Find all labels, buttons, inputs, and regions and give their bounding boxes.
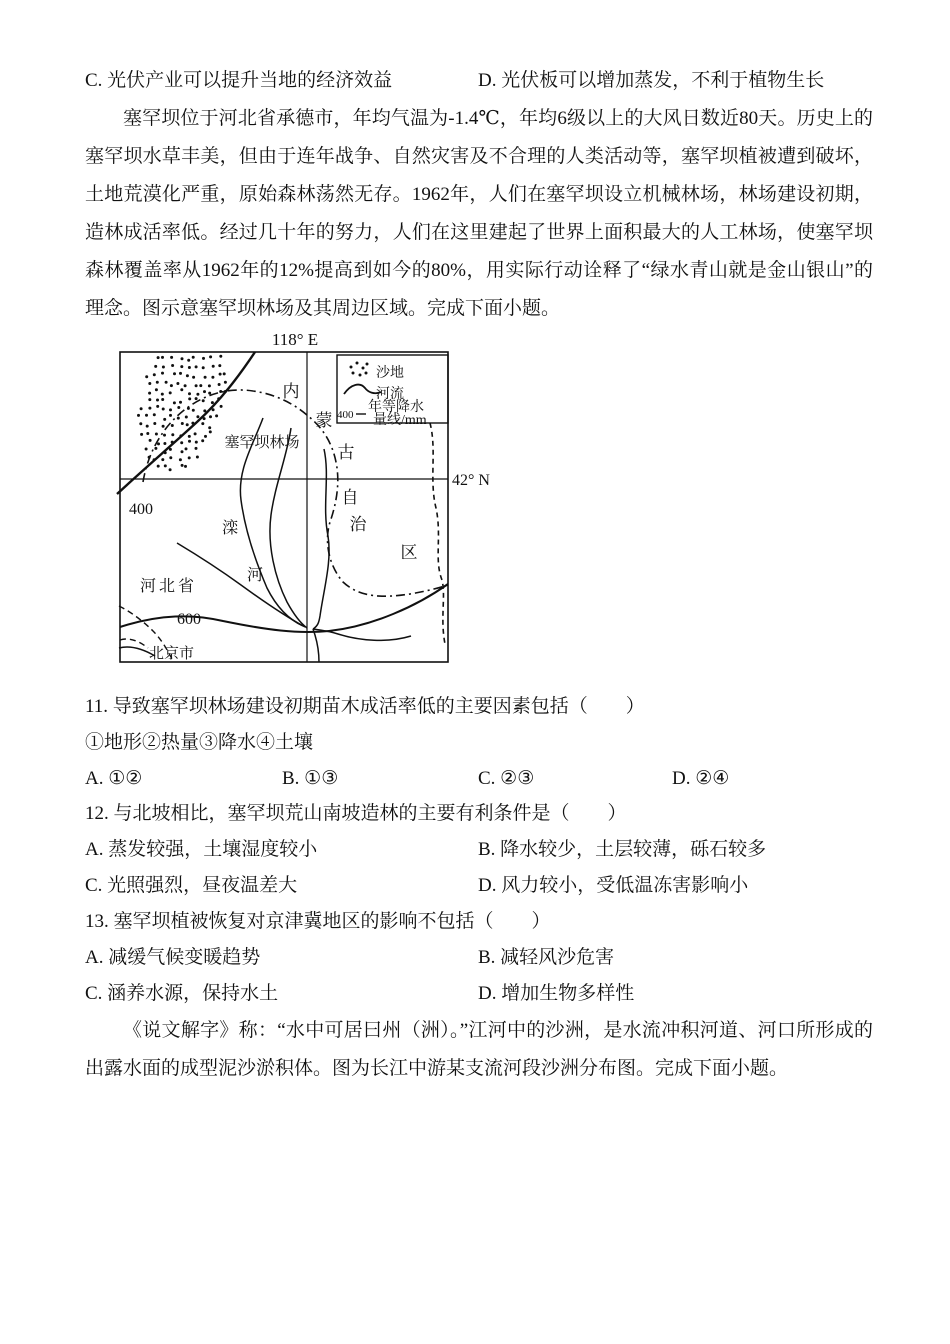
question-13-option-b: B. 减轻风沙危害 [478,947,615,968]
label-region-char-1: 蒙 [315,411,333,430]
legend-isoline-value: 400 [337,409,354,421]
eastern-boundary [430,423,445,644]
legend-river-label: 河流 [376,387,404,402]
label-region-char-2: 古 [337,443,355,462]
question-11-stem: 11. 导致塞罕坝林场建设初期苗木成活率低的主要因素包括（ ） [85,696,645,717]
saihanba-map-figure [115,330,515,680]
passage-shuowen: 《说文解字》称：“水中可居曰州（洲）。”江河中的沙洲，是水流冲积河道、河口所形成的出露水面的成型泥沙淤积体。图为长江中游某支流河段沙洲分布图。完成下面小题。 [85,1020,873,1079]
legend-sand-label: 沙地 [376,366,404,381]
passage-saihanba: 塞罕坝位于河北省承德市，年均气温为-1.4℃，年均6级以上的大风日数近80天。历史上的塞罕坝水草丰美，但由于连年战争、自然灾害及不合理的人类活动等，塞罕坝植被遭到破坏，土地荒漠化严重，原始森林荡然无存。1962年，人们在塞罕坝设立机械林场，林场建设初期，造林成活率低。经过几十年的努力，人们在这里建起了世界上面积最大的人工林场，使塞罕坝森林覆盖率从1962年的12%提高到如今的80%，用实际行动诠释了“绿水青山就是金山银山”的理念。图示意塞罕坝林场及其周边区域。完成下面小题。 [85,108,873,319]
label-region-char-3: 自 [341,488,359,507]
question-12-option-d: D. 风力较小，受低温冻害影响小 [478,875,749,896]
prev-option-c: C. 光伏产业可以提升当地的经济效益 [85,70,393,91]
question-11-option-d: D. ②④ [672,768,730,789]
isoline-400-curve [117,352,255,494]
legend-sand-icon [350,362,369,377]
label-river-char-0: 滦 [221,520,239,537]
question-12-stem: 12. 与北坡相比，塞罕坝荒山南坡造林的主要有利条件是（ ） [85,803,627,824]
label-region-char-5: 区 [400,543,418,562]
question-13-option-a: A. 减缓气候变暖趋势 [85,947,261,968]
saihanba-map [115,330,515,675]
question-11-substem: ①地形②热量③降水④土壤 [85,732,314,753]
map-meridian-label: 118° E [271,330,319,349]
map-parallel-label: 42° N [452,472,490,489]
question-11-option-a: A. ①② [85,768,143,789]
question-12-option-c: C. 光照强烈，昼夜温差大 [85,875,298,896]
question-11-option-b: B. ①③ [282,768,339,789]
question-12-option-a: A. 蒸发较强，土壤湿度较小 [85,839,318,860]
question-12-option-b: B. 降水较少，土层较薄，砾石较多 [478,839,767,860]
question-13-option-d: D. 增加生物多样性 [478,983,635,1004]
question-13-option-c: C. 涵养水源，保持水土 [85,983,279,1004]
label-region-char-0: 内 [282,382,300,401]
legend-isoline-label-2: 量线/mm [373,413,427,428]
label-region-char-4: 治 [349,515,367,534]
label-forest-farm: 塞罕坝林场 [224,435,300,451]
question-13-stem: 13. 塞罕坝植被恢复对京津冀地区的影响不包括（ ） [85,911,551,932]
label-beijing: 北京市 [149,646,195,662]
label-isoline-400: 400 [129,501,153,518]
prev-option-d: D. 光伏板可以增加蒸发，不利于植物生长 [478,70,825,91]
label-isoline-600: 600 [177,611,201,628]
legend-isoline-label-1: 年等降水 [368,400,424,415]
river-lines [119,418,411,662]
map-legend [337,355,448,428]
label-hebei: 河北省 [140,578,198,595]
sand-area-dots [137,355,227,472]
label-river-char-1: 河 [246,567,264,584]
question-11-option-c: C. ②③ [478,768,535,789]
